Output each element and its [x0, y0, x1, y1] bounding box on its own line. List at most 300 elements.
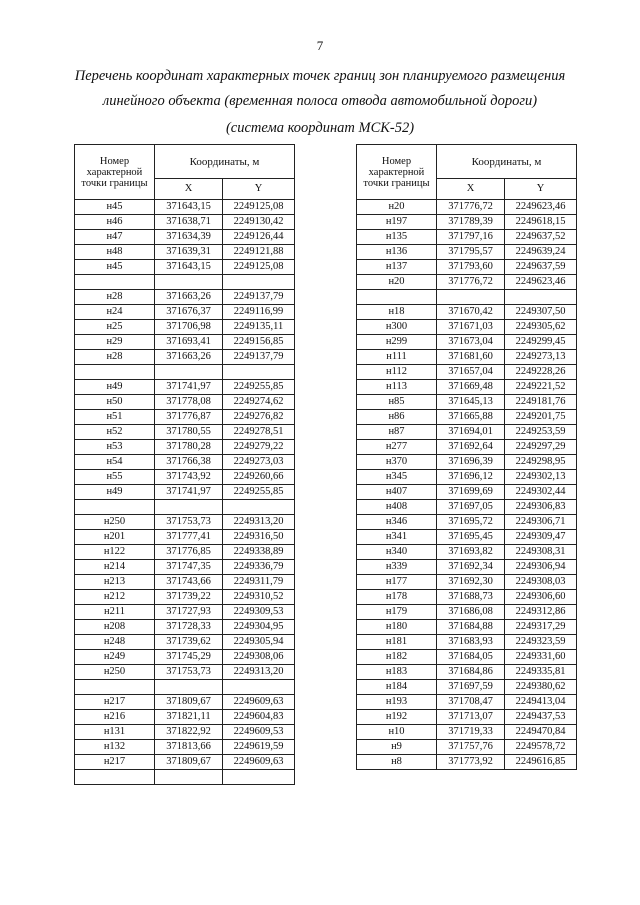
table-row: [357, 335, 577, 350]
x-coordinate-cell: 371663,26: [155, 290, 223, 305]
table-row: [357, 485, 577, 500]
y-coordinate-cell: 2249604,83: [223, 710, 295, 725]
table-row: [75, 650, 295, 665]
table-row: [357, 635, 577, 650]
x-coordinate-cell: 371692,64: [437, 440, 505, 455]
point-number-cell: н113: [357, 380, 437, 395]
table-row: [75, 605, 295, 620]
x-coordinate-cell: 371670,42: [437, 305, 505, 320]
table-row: [75, 305, 295, 320]
point-number-cell: н28: [75, 290, 155, 305]
point-number-cell: [75, 770, 155, 785]
y-coordinate-cell: 2249313,20: [223, 665, 295, 680]
table-row: [357, 215, 577, 230]
x-coordinate-cell: 371739,22: [155, 590, 223, 605]
y-coordinate-cell: 2249135,11: [223, 320, 295, 335]
y-coordinate-cell: [223, 680, 295, 695]
y-coordinate-cell: 2249311,79: [223, 575, 295, 590]
point-number-cell: н407: [357, 485, 437, 500]
table-row: [75, 575, 295, 590]
coordinates-table-left: [74, 144, 295, 785]
table-row: [75, 275, 295, 290]
y-coordinate-cell: 2249309,47: [505, 530, 577, 545]
point-number-cell: н193: [357, 695, 437, 710]
table-row: [75, 425, 295, 440]
table-row: [75, 410, 295, 425]
table-row: [75, 590, 295, 605]
table-row: [75, 365, 295, 380]
point-number-cell: н217: [75, 695, 155, 710]
x-coordinate-cell: 371753,73: [155, 515, 223, 530]
x-coordinate-cell: 371634,39: [155, 230, 223, 245]
x-coordinate-cell: 371713,07: [437, 710, 505, 725]
table-row: [75, 485, 295, 500]
x-coordinate-cell: 371741,97: [155, 485, 223, 500]
table-row: [75, 245, 295, 260]
x-coordinate-cell: 371778,08: [155, 395, 223, 410]
table-row: [75, 710, 295, 725]
x-coordinate-cell: 371697,05: [437, 500, 505, 515]
x-coordinate-cell: 371741,97: [155, 380, 223, 395]
x-coordinate-cell: [155, 500, 223, 515]
table-row: [357, 725, 577, 740]
y-coordinate-cell: 2249221,52: [505, 380, 577, 395]
point-number-cell: н183: [357, 665, 437, 680]
table-row: [75, 395, 295, 410]
point-number-cell: н46: [75, 215, 155, 230]
point-number-cell: н248: [75, 635, 155, 650]
x-coordinate-cell: 371766,38: [155, 455, 223, 470]
point-number-cell: [75, 680, 155, 695]
y-coordinate-cell: 2249637,52: [505, 230, 577, 245]
header-point-number: Номер характерной точки границы: [357, 145, 437, 200]
x-coordinate-cell: 371822,92: [155, 725, 223, 740]
x-coordinate-cell: 371645,13: [437, 395, 505, 410]
point-number-cell: н25: [75, 320, 155, 335]
point-number-cell: н178: [357, 590, 437, 605]
header-coordinates: Координаты, м: [437, 145, 577, 179]
y-coordinate-cell: 2249260,66: [223, 470, 295, 485]
point-number-cell: н49: [75, 380, 155, 395]
table-row: [75, 350, 295, 365]
title-line-2: линейного объекта (временная полоса отвода автомобильной дороги): [102, 93, 538, 109]
y-coordinate-cell: 2249304,95: [223, 620, 295, 635]
x-coordinate-cell: 371697,59: [437, 680, 505, 695]
x-coordinate-cell: 371773,92: [437, 755, 505, 770]
x-coordinate-cell: 371699,69: [437, 485, 505, 500]
table-row: [357, 380, 577, 395]
table-row: [357, 230, 577, 245]
x-coordinate-cell: 371727,93: [155, 605, 223, 620]
point-number-cell: н180: [357, 620, 437, 635]
x-coordinate-cell: 371776,72: [437, 200, 505, 215]
x-coordinate-cell: 371757,76: [437, 740, 505, 755]
x-coordinate-cell: 371657,04: [437, 365, 505, 380]
point-number-cell: н135: [357, 230, 437, 245]
point-number-cell: н49: [75, 485, 155, 500]
y-coordinate-cell: 2249228,26: [505, 365, 577, 380]
point-number-cell: н136: [357, 245, 437, 260]
point-number-cell: н408: [357, 500, 437, 515]
title-line-1: Перечень координат характерных точек границ зон планируемого размещения: [74, 68, 566, 84]
table-row: [75, 380, 295, 395]
x-coordinate-cell: 371693,41: [155, 335, 223, 350]
table-row: [357, 680, 577, 695]
x-coordinate-cell: 371693,82: [437, 545, 505, 560]
y-coordinate-cell: [223, 365, 295, 380]
table-row: [75, 290, 295, 305]
point-number-cell: н28: [75, 350, 155, 365]
x-coordinate-cell: 371780,55: [155, 425, 223, 440]
x-coordinate-cell: 371684,86: [437, 665, 505, 680]
table-row: [75, 320, 295, 335]
point-number-cell: н299: [357, 335, 437, 350]
point-number-cell: н212: [75, 590, 155, 605]
point-number-cell: н53: [75, 440, 155, 455]
y-coordinate-cell: 2249313,20: [223, 515, 295, 530]
point-number-cell: н137: [357, 260, 437, 275]
point-number-cell: н112: [357, 365, 437, 380]
y-coordinate-cell: 2249623,46: [505, 200, 577, 215]
point-number-cell: н10: [357, 725, 437, 740]
header-point-number: Номер характерной точки границы: [75, 145, 155, 200]
point-number-cell: н182: [357, 650, 437, 665]
point-number-cell: н48: [75, 245, 155, 260]
x-coordinate-cell: 371739,62: [155, 635, 223, 650]
x-coordinate-cell: 371663,26: [155, 350, 223, 365]
x-coordinate-cell: 371719,33: [437, 725, 505, 740]
x-coordinate-cell: 371696,12: [437, 470, 505, 485]
x-coordinate-cell: 371686,08: [437, 605, 505, 620]
table-row: [357, 605, 577, 620]
y-coordinate-cell: 2249306,71: [505, 515, 577, 530]
table-row: [357, 665, 577, 680]
y-coordinate-cell: 2249278,51: [223, 425, 295, 440]
x-coordinate-cell: 371789,39: [437, 215, 505, 230]
point-number-cell: н18: [357, 305, 437, 320]
y-coordinate-cell: 2249307,50: [505, 305, 577, 320]
table-row: [357, 710, 577, 725]
y-coordinate-cell: 2249305,94: [223, 635, 295, 650]
x-coordinate-cell: 371643,15: [155, 200, 223, 215]
table-row: [357, 545, 577, 560]
y-coordinate-cell: 2249413,04: [505, 695, 577, 710]
y-coordinate-cell: 2249306,60: [505, 590, 577, 605]
table-row: [357, 620, 577, 635]
x-coordinate-cell: 371694,01: [437, 425, 505, 440]
y-coordinate-cell: [223, 275, 295, 290]
point-number-cell: н85: [357, 395, 437, 410]
y-coordinate-cell: 2249310,52: [223, 590, 295, 605]
point-number-cell: н29: [75, 335, 155, 350]
table-row: [75, 695, 295, 710]
coordinates-table-right: [356, 144, 577, 770]
point-number-cell: н55: [75, 470, 155, 485]
point-number-cell: н249: [75, 650, 155, 665]
x-coordinate-cell: 371695,45: [437, 530, 505, 545]
y-coordinate-cell: 2249137,79: [223, 350, 295, 365]
y-coordinate-cell: 2249299,45: [505, 335, 577, 350]
x-coordinate-cell: 371797,16: [437, 230, 505, 245]
point-number-cell: н192: [357, 710, 437, 725]
table-row: [75, 200, 295, 215]
table-row: [357, 425, 577, 440]
table-row: [357, 245, 577, 260]
table-row: [357, 530, 577, 545]
table-row: [357, 365, 577, 380]
page-number: 7: [316, 38, 324, 53]
table-row: [75, 545, 295, 560]
y-coordinate-cell: 2249255,85: [223, 485, 295, 500]
y-coordinate-cell: 2249273,13: [505, 350, 577, 365]
table-row: [357, 575, 577, 590]
table-row: [75, 440, 295, 455]
y-coordinate-cell: 2249297,29: [505, 440, 577, 455]
x-coordinate-cell: 371780,28: [155, 440, 223, 455]
y-coordinate-cell: 2249276,82: [223, 410, 295, 425]
y-coordinate-cell: 2249609,53: [223, 725, 295, 740]
x-coordinate-cell: 371809,67: [155, 695, 223, 710]
header-y: Y: [223, 179, 295, 200]
point-number-cell: н122: [75, 545, 155, 560]
y-coordinate-cell: 2249255,85: [223, 380, 295, 395]
point-number-cell: н179: [357, 605, 437, 620]
y-coordinate-cell: 2249639,24: [505, 245, 577, 260]
point-number-cell: [357, 290, 437, 305]
x-coordinate-cell: 371683,93: [437, 635, 505, 650]
x-coordinate-cell: 371692,30: [437, 575, 505, 590]
y-coordinate-cell: 2249316,50: [223, 530, 295, 545]
y-coordinate-cell: 2249253,59: [505, 425, 577, 440]
table-row: [357, 500, 577, 515]
y-coordinate-cell: 2249623,46: [505, 275, 577, 290]
x-coordinate-cell: 371696,39: [437, 455, 505, 470]
table-row: [357, 650, 577, 665]
point-number-cell: н217: [75, 755, 155, 770]
point-number-cell: н45: [75, 260, 155, 275]
x-coordinate-cell: 371638,71: [155, 215, 223, 230]
x-coordinate-cell: 371776,85: [155, 545, 223, 560]
x-coordinate-cell: [155, 275, 223, 290]
point-number-cell: н131: [75, 725, 155, 740]
x-coordinate-cell: 371643,15: [155, 260, 223, 275]
table-row: [357, 410, 577, 425]
y-coordinate-cell: 2249470,84: [505, 725, 577, 740]
y-coordinate-cell: 2249305,62: [505, 320, 577, 335]
y-coordinate-cell: 2249116,99: [223, 305, 295, 320]
y-coordinate-cell: 2249335,81: [505, 665, 577, 680]
x-coordinate-cell: 371684,05: [437, 650, 505, 665]
y-coordinate-cell: 2249137,79: [223, 290, 295, 305]
point-number-cell: [75, 500, 155, 515]
y-coordinate-cell: [223, 500, 295, 515]
table-row: [357, 260, 577, 275]
table-row: [357, 755, 577, 770]
point-number-cell: н211: [75, 605, 155, 620]
table-row: [357, 200, 577, 215]
y-coordinate-cell: 2249309,53: [223, 605, 295, 620]
y-coordinate-cell: 2249125,08: [223, 260, 295, 275]
point-number-cell: н184: [357, 680, 437, 695]
table-row: [75, 740, 295, 755]
x-coordinate-cell: 371688,73: [437, 590, 505, 605]
table-row: [357, 395, 577, 410]
point-number-cell: н345: [357, 470, 437, 485]
point-number-cell: н250: [75, 665, 155, 680]
table-row: [75, 680, 295, 695]
table-row: [357, 695, 577, 710]
table-row: [357, 455, 577, 470]
y-coordinate-cell: 2249302,13: [505, 470, 577, 485]
x-coordinate-cell: [155, 680, 223, 695]
y-coordinate-cell: 2249298,95: [505, 455, 577, 470]
table-row: [75, 770, 295, 785]
x-coordinate-cell: 371813,66: [155, 740, 223, 755]
x-coordinate-cell: [437, 290, 505, 305]
table-row: [357, 275, 577, 290]
y-coordinate-cell: 2249156,85: [223, 335, 295, 350]
point-number-cell: н50: [75, 395, 155, 410]
x-coordinate-cell: 371795,57: [437, 245, 505, 260]
y-coordinate-cell: 2249609,63: [223, 755, 295, 770]
table-row: [75, 515, 295, 530]
table-row: [75, 500, 295, 515]
point-number-cell: н52: [75, 425, 155, 440]
y-coordinate-cell: 2249437,53: [505, 710, 577, 725]
y-coordinate-cell: 2249273,03: [223, 455, 295, 470]
x-coordinate-cell: 371809,67: [155, 755, 223, 770]
x-coordinate-cell: 371743,66: [155, 575, 223, 590]
point-number-cell: н86: [357, 410, 437, 425]
point-number-cell: н341: [357, 530, 437, 545]
left-table-body: [75, 200, 295, 785]
x-coordinate-cell: 371821,11: [155, 710, 223, 725]
point-number-cell: н132: [75, 740, 155, 755]
point-number-cell: н181: [357, 635, 437, 650]
y-coordinate-cell: 2249201,75: [505, 410, 577, 425]
x-coordinate-cell: 371671,03: [437, 320, 505, 335]
title-line-3: (система координат МСК-52): [225, 120, 415, 136]
point-number-cell: н346: [357, 515, 437, 530]
x-coordinate-cell: 371669,48: [437, 380, 505, 395]
point-number-cell: н216: [75, 710, 155, 725]
table-row: [357, 515, 577, 530]
point-number-cell: н51: [75, 410, 155, 425]
table-row: [357, 290, 577, 305]
y-coordinate-cell: 2249130,42: [223, 215, 295, 230]
x-coordinate-cell: [155, 770, 223, 785]
y-coordinate-cell: 2249338,89: [223, 545, 295, 560]
right-table-body: [357, 200, 577, 770]
y-coordinate-cell: 2249312,86: [505, 605, 577, 620]
y-coordinate-cell: [223, 770, 295, 785]
y-coordinate-cell: 2249306,94: [505, 560, 577, 575]
point-number-cell: н54: [75, 455, 155, 470]
x-coordinate-cell: 371747,35: [155, 560, 223, 575]
point-number-cell: [75, 275, 155, 290]
point-number-cell: н300: [357, 320, 437, 335]
point-number-cell: н47: [75, 230, 155, 245]
header-coordinates: Координаты, м: [155, 145, 295, 179]
x-coordinate-cell: 371692,34: [437, 560, 505, 575]
header-y: Y: [505, 179, 577, 200]
x-coordinate-cell: 371639,31: [155, 245, 223, 260]
table-row: [75, 755, 295, 770]
y-coordinate-cell: 2249126,44: [223, 230, 295, 245]
point-number-cell: н208: [75, 620, 155, 635]
y-coordinate-cell: 2249125,08: [223, 200, 295, 215]
point-number-cell: н214: [75, 560, 155, 575]
table-row: [357, 305, 577, 320]
point-number-cell: н201: [75, 530, 155, 545]
table-row: [357, 440, 577, 455]
x-coordinate-cell: 371793,60: [437, 260, 505, 275]
table-row: [75, 725, 295, 740]
y-coordinate-cell: 2249274,62: [223, 395, 295, 410]
table-row: [357, 470, 577, 485]
table-row: [75, 470, 295, 485]
x-coordinate-cell: 371684,88: [437, 620, 505, 635]
x-coordinate-cell: [155, 365, 223, 380]
point-number-cell: н45: [75, 200, 155, 215]
table-row: [75, 635, 295, 650]
y-coordinate-cell: 2249279,22: [223, 440, 295, 455]
table-row: [75, 335, 295, 350]
y-coordinate-cell: 2249618,15: [505, 215, 577, 230]
point-number-cell: н87: [357, 425, 437, 440]
table-row: [357, 560, 577, 575]
table-row: [75, 215, 295, 230]
y-coordinate-cell: 2249637,59: [505, 260, 577, 275]
y-coordinate-cell: 2249181,76: [505, 395, 577, 410]
table-row: [75, 665, 295, 680]
table-row: [357, 350, 577, 365]
x-coordinate-cell: 371776,72: [437, 275, 505, 290]
point-number-cell: н9: [357, 740, 437, 755]
y-coordinate-cell: [505, 290, 577, 305]
y-coordinate-cell: 2249323,59: [505, 635, 577, 650]
y-coordinate-cell: 2249609,63: [223, 695, 295, 710]
table-row: [75, 620, 295, 635]
y-coordinate-cell: 2249619,59: [223, 740, 295, 755]
point-number-cell: н340: [357, 545, 437, 560]
table-row: [75, 560, 295, 575]
point-number-cell: н197: [357, 215, 437, 230]
y-coordinate-cell: 2249380,62: [505, 680, 577, 695]
y-coordinate-cell: 2249331,60: [505, 650, 577, 665]
x-coordinate-cell: 371743,92: [155, 470, 223, 485]
y-coordinate-cell: 2249121,88: [223, 245, 295, 260]
point-number-cell: н8: [357, 755, 437, 770]
table-row: [75, 230, 295, 245]
x-coordinate-cell: 371745,29: [155, 650, 223, 665]
x-coordinate-cell: 371777,41: [155, 530, 223, 545]
table-row: [357, 320, 577, 335]
point-number-cell: н24: [75, 305, 155, 320]
y-coordinate-cell: 2249302,44: [505, 485, 577, 500]
y-coordinate-cell: 2249336,79: [223, 560, 295, 575]
point-number-cell: н177: [357, 575, 437, 590]
point-number-cell: н250: [75, 515, 155, 530]
y-coordinate-cell: 2249308,06: [223, 650, 295, 665]
y-coordinate-cell: 2249308,03: [505, 575, 577, 590]
point-number-cell: н20: [357, 200, 437, 215]
x-coordinate-cell: 371695,72: [437, 515, 505, 530]
x-coordinate-cell: 371706,98: [155, 320, 223, 335]
header-x: X: [437, 179, 505, 200]
y-coordinate-cell: 2249308,31: [505, 545, 577, 560]
point-number-cell: н20: [357, 275, 437, 290]
